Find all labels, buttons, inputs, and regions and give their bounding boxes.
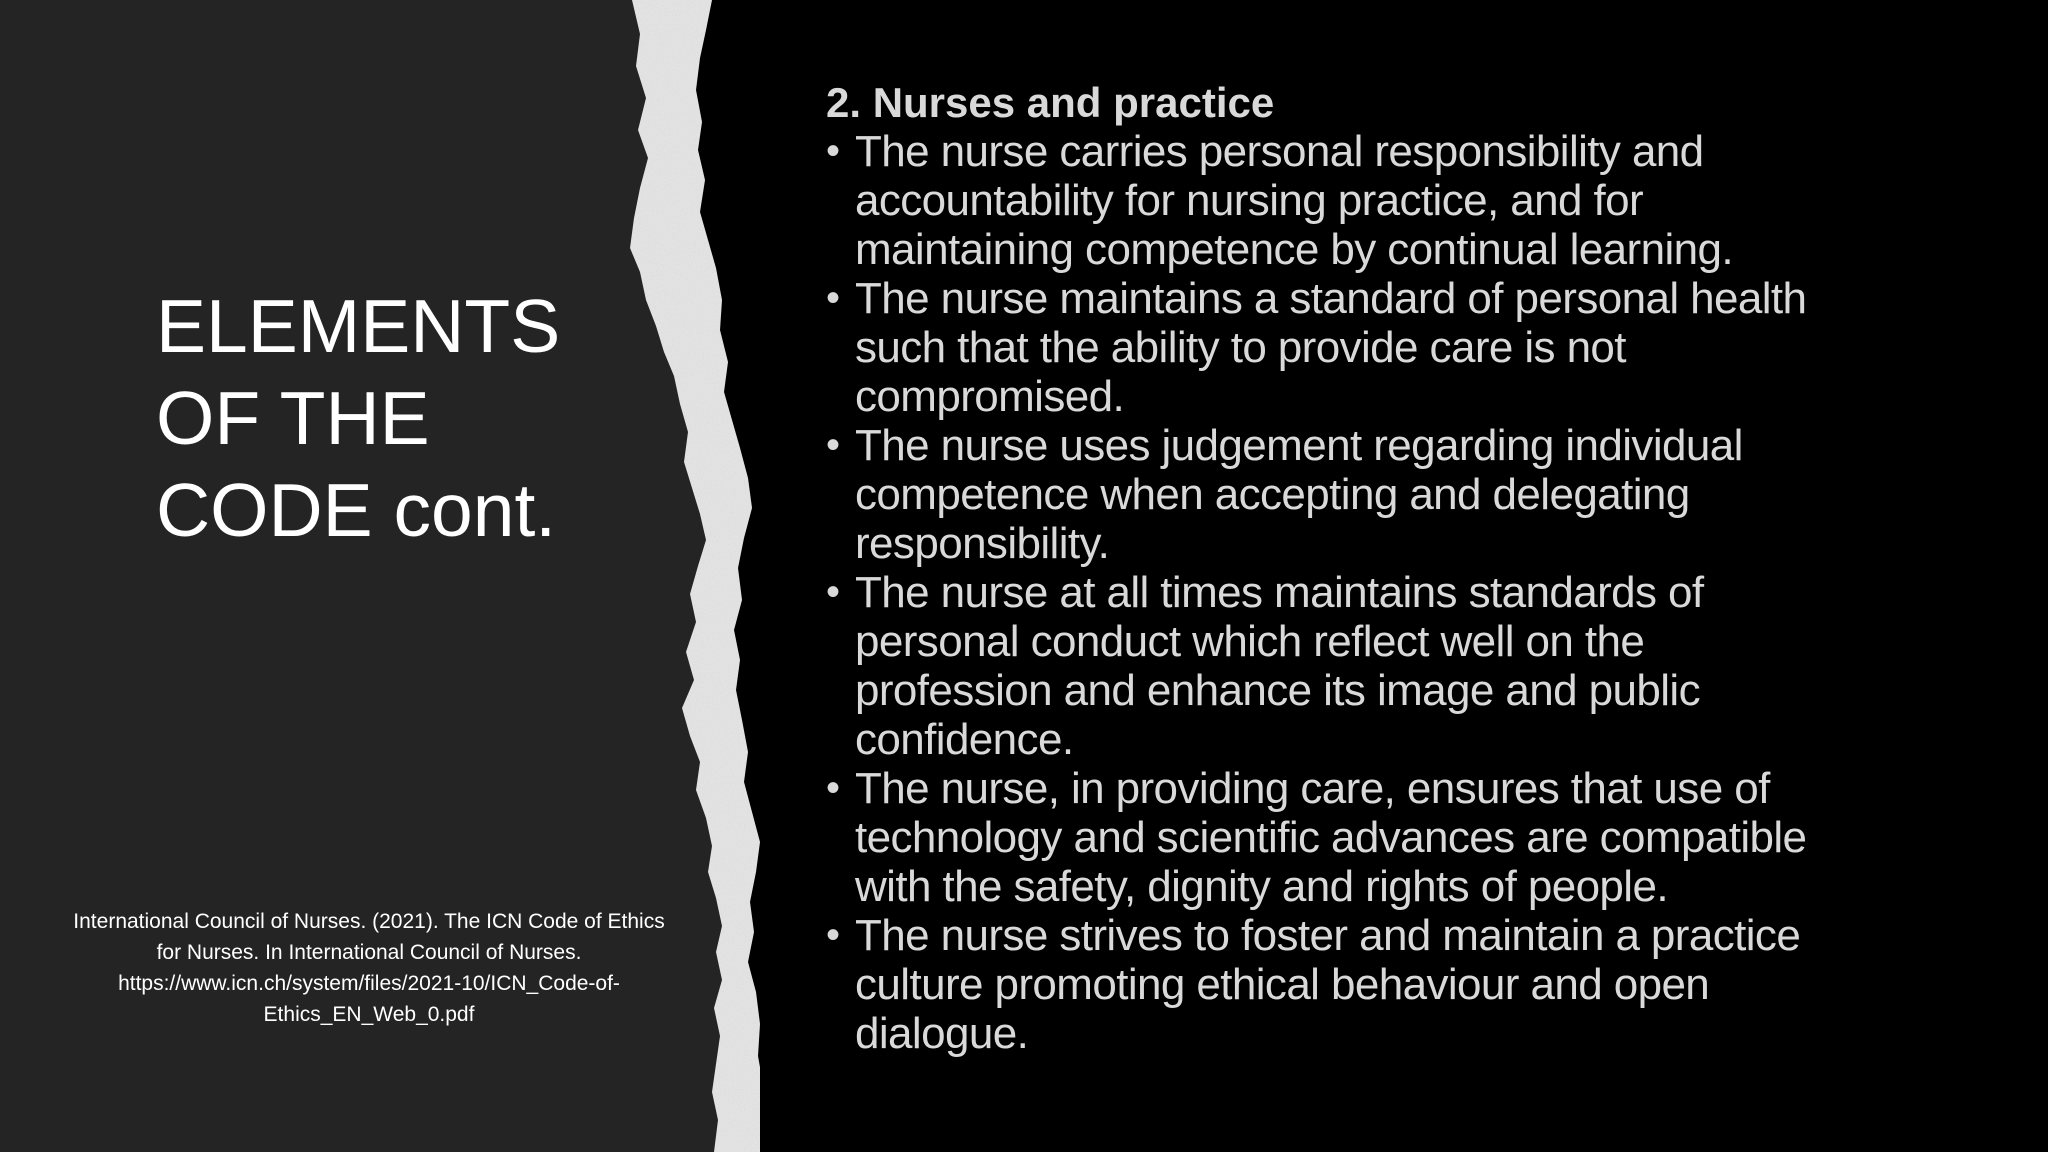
bullet-item [826,274,1996,421]
bullet-text-line: technology and scientific advances are compatible [855,813,1807,862]
section-heading: 2. Nurses and practice [826,79,1275,126]
bullet-icon: • [826,570,841,614]
slide-title [156,280,616,556]
bullet-list [826,127,1996,1058]
bullet-icon: • [826,129,841,173]
bullet-text-line: The nurse uses judgement regarding individual [855,421,1743,470]
bullet-text-line: accountability for nursing practice, and for [855,176,1644,225]
bullet-item [826,568,1996,764]
bullet-text-line: The nurse maintains a standard of personal health [855,274,1807,323]
bullet-text-line: personal conduct which reflect well on the [855,617,1645,666]
bullet-text-line: The nurse at all times maintains standards of [855,568,1704,617]
citation-line: https://www.icn.ch/system/files/2021-10/ICN_Code-of- [118,972,620,995]
bullet-item [826,764,1996,911]
title-line: CODE cont. [156,468,557,552]
bullet-text-line: maintaining competence by continual learning. [855,225,1734,274]
bullet-icon: • [826,766,841,810]
bullet-icon: • [826,913,841,957]
bullet-text-line: culture promoting ethical behaviour and open [855,960,1710,1009]
content-area [826,78,1996,1058]
citation-line: International Council of Nurses. (2021). The ICN Code of Ethics [73,910,665,933]
bullet-text-line: compromised. [855,372,1125,421]
citation [36,906,702,1030]
bullet-text-line: The nurse carries personal responsibility and [855,127,1704,176]
bullet-text-line: dialogue. [855,1009,1029,1058]
citation-line: for Nurses. In International Council of Nurses. [156,941,582,964]
bullet-icon: • [826,423,841,467]
bullet-text-line: such that the ability to provide care is not [855,323,1626,372]
bullet-text-line: The nurse strives to foster and maintain a practice [855,911,1801,960]
bullet-icon: • [826,276,841,320]
bullet-text-line: confidence. [855,715,1074,764]
bullet-item [826,421,1996,568]
bullet-item [826,127,1996,274]
bullet-text-line: competence when accepting and delegating [855,470,1690,519]
bullet-text-line: profession and enhance its image and public [855,666,1701,715]
title-line: OF THE [156,376,430,460]
bullet-text-line: The nurse, in providing care, ensures that use of [855,764,1770,813]
citation-line: Ethics_EN_Web_0.pdf [263,1003,475,1026]
bullet-text-line: with the safety, dignity and rights of people. [855,862,1668,911]
title-line: ELEMENTS [156,284,561,368]
bullet-text-line: responsibility. [855,519,1110,568]
bullet-item [826,911,1996,1058]
